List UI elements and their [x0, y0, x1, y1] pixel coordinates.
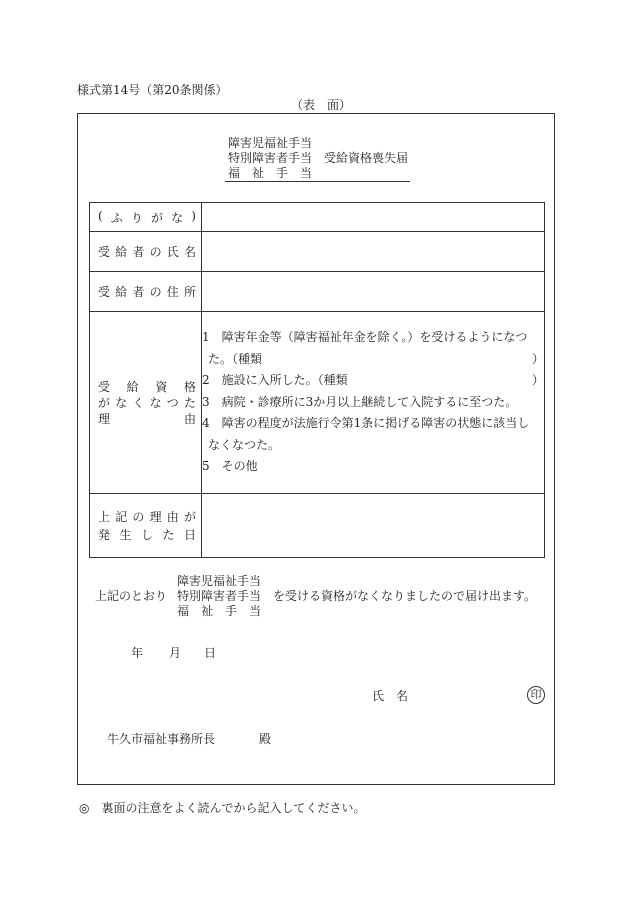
- title-suffix: 受給資格喪失届: [324, 151, 409, 165]
- date-row: [90, 494, 545, 558]
- address-label: [90, 272, 202, 312]
- label-char: が: [151, 210, 164, 225]
- reason-2: [202, 370, 544, 392]
- label-char: 受: [98, 245, 111, 259]
- title-line-3: 福 祉 手 当: [228, 166, 313, 180]
- statement-prefix: 上記のとおり: [95, 589, 168, 603]
- statement-allowance-3: 福 祉 手 当: [177, 604, 262, 618]
- reason-1a: 1 障害年金等（障害福祉年金を除く。）を受けるようになつ: [202, 330, 528, 345]
- label-char: 給: [115, 245, 128, 259]
- form-number: 様式第14号（第20条関係）: [77, 83, 228, 97]
- date-label: [90, 494, 202, 558]
- reason-3: 3 病院・診療所に3か月以上継続して入院するに至つた。: [202, 394, 518, 409]
- label-char: 給: [126, 379, 139, 394]
- reason-1b-close: ）: [531, 351, 544, 366]
- info-table: [89, 202, 545, 558]
- address-field[interactable]: [202, 272, 545, 312]
- statement-allowance-2: 特別障害者手当: [177, 589, 262, 603]
- addressee-office: 牛久市福祉事務所長: [107, 732, 216, 746]
- label-char: ふ: [110, 210, 123, 225]
- label-char: の: [132, 509, 145, 524]
- double-circle-icon: ◎: [79, 801, 90, 815]
- label-char: 資: [155, 379, 168, 394]
- label-char: 由: [166, 509, 179, 524]
- label-char: 受: [98, 379, 111, 394]
- reason-row: [90, 312, 545, 494]
- name-label: [90, 232, 202, 272]
- label-char: 者: [132, 285, 145, 299]
- label-char: く: [132, 395, 145, 410]
- signature-label: 氏 名: [372, 689, 409, 703]
- footnote: [79, 801, 366, 816]
- title-underline: [225, 181, 410, 182]
- reason-2-text: 2 施設に入所した。（種類: [202, 373, 348, 388]
- title-line-2-text: 特別障害者手当: [228, 151, 313, 165]
- year-label: 年: [131, 646, 144, 660]
- reason-1b-text: た。（種類: [208, 351, 263, 366]
- furigana-row: [90, 203, 545, 232]
- footnote-text: 裏面の注意をよく読んでから記入してください。: [101, 801, 366, 815]
- label-char: 格: [183, 379, 196, 394]
- label-char: 理: [98, 411, 111, 426]
- name-row: [90, 232, 545, 272]
- form-title: [228, 136, 408, 181]
- address-row: [90, 272, 545, 312]
- label-char: 記: [115, 509, 128, 524]
- statement-suffix: を受ける資格がなくなりましたので届け出ます。: [273, 589, 537, 603]
- month-label: 月: [169, 646, 182, 660]
- label-char: な: [149, 395, 162, 410]
- reason-4b: なくなつた。: [208, 437, 281, 452]
- label-char: な: [115, 395, 128, 410]
- label-char: た: [162, 527, 175, 542]
- label-char: 上: [98, 509, 111, 524]
- addressee-honorific: 殿: [259, 732, 272, 746]
- label-char: 日: [183, 527, 196, 542]
- day-label: 日: [204, 646, 217, 660]
- label-char: な: [171, 210, 184, 225]
- side-label: （表 面）: [291, 98, 352, 112]
- label-char: し: [140, 527, 153, 542]
- label-char: が: [98, 395, 111, 410]
- furigana-field[interactable]: [202, 203, 545, 232]
- furigana-label: [90, 203, 202, 232]
- title-line-2: [228, 151, 408, 166]
- reason-2-close: ）: [531, 373, 544, 388]
- label-char: 所: [183, 285, 196, 299]
- name-field[interactable]: [202, 232, 545, 272]
- form-frame: [77, 113, 555, 785]
- label-char: 由: [183, 411, 196, 426]
- seal-mark-icon: 印: [527, 686, 545, 704]
- label-char: 者: [132, 245, 145, 259]
- label-char: が: [183, 509, 196, 524]
- label-char: の: [149, 285, 162, 299]
- label-char: 名: [183, 245, 196, 259]
- title-line-1: 障害児福祉手当: [228, 136, 313, 150]
- statement-allowance-1: 障害児福祉手当: [177, 574, 262, 588]
- reason-1b: [202, 349, 544, 371]
- reason-options: [202, 312, 545, 494]
- label-char: つ: [166, 395, 179, 410]
- label-char: た: [183, 395, 196, 410]
- label-char: 住: [166, 285, 179, 299]
- label-char: (: [98, 208, 103, 223]
- reason-4a: 4 障害の程度が法施行令第1条に掲げる障害の状態に該当し: [202, 416, 530, 431]
- label-char: 受: [98, 285, 111, 299]
- label-char: り: [130, 210, 143, 225]
- reason-label: [90, 312, 202, 494]
- label-char: 給: [115, 285, 128, 299]
- label-char: ): [191, 208, 196, 223]
- label-char: 生: [119, 527, 132, 542]
- label-char: の: [149, 245, 162, 259]
- label-char: 理: [149, 509, 162, 524]
- reason-5: 5 その他: [202, 459, 258, 474]
- date-field[interactable]: [202, 494, 545, 558]
- label-char: 氏: [166, 245, 179, 259]
- label-char: 発: [98, 527, 111, 542]
